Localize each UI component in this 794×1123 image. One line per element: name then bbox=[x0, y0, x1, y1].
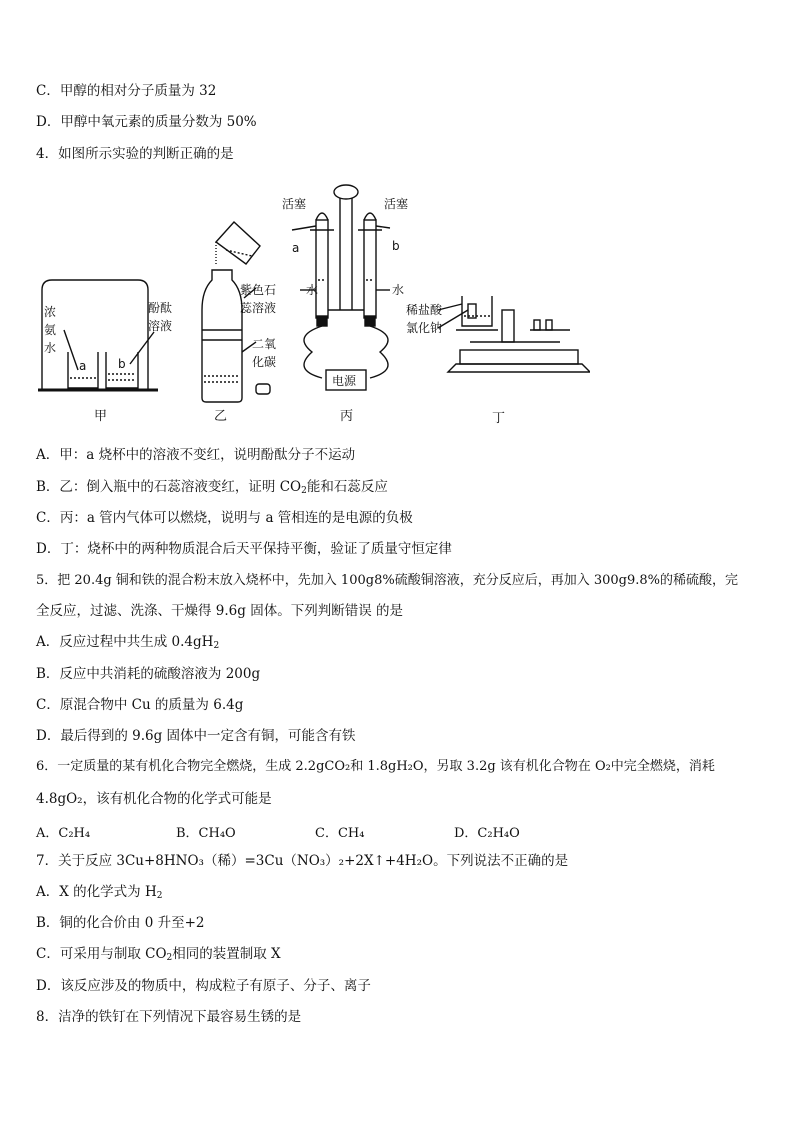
q4b-text-post: 能和石蕊反应 bbox=[306, 479, 388, 495]
caption-yi: 乙 bbox=[214, 409, 228, 424]
caption-jia: 甲 bbox=[94, 409, 108, 424]
q4-option-b bbox=[36, 478, 388, 500]
jia-label-1: 浓 bbox=[44, 305, 57, 319]
jia-label-phenol-2: 溶液 bbox=[148, 319, 173, 333]
q6-option-b: B．CH₄O bbox=[176, 826, 236, 841]
q3-option-c: C．甲醇的相对分子质量为 32 bbox=[36, 83, 217, 99]
jia-beaker-a: a bbox=[79, 359, 87, 373]
q6-stem-line1: 6．一定质量的某有机化合物完全燃烧，生成 2.2gCO₂和 1.8gH₂O，另取 3.2g 该有机化合物在 O₂中完全燃烧，消耗 bbox=[36, 759, 715, 774]
bing-stopcock-left: 活塞 bbox=[282, 197, 307, 211]
q5-option-c: C．原混合物中 Cu 的质量为 6.4g bbox=[36, 697, 244, 713]
q7a-text: A．X 的化学式为 H bbox=[36, 884, 157, 900]
bing-stopcock-right: 活塞 bbox=[384, 197, 409, 211]
caption-ding: 丁 bbox=[492, 411, 506, 426]
q7c-text-post: 相同的装置制取 X bbox=[172, 946, 281, 962]
q7a-subscript: 2 bbox=[156, 891, 163, 901]
q6-stem-line2: 4.8gO₂，该有机化合物的化学式可能是 bbox=[36, 791, 272, 807]
q7c-text-pre: C．可采用与制取 CO bbox=[36, 946, 167, 962]
yi-label-2a: 二氧 bbox=[252, 337, 277, 351]
q3-option-d: D．甲醇中氧元素的质量分数为 50% bbox=[36, 114, 257, 130]
bing-power: 电源 bbox=[332, 374, 357, 388]
bing-tube-a: a bbox=[292, 241, 300, 255]
q4-option-a: A．甲：a 烧杯中的溶液不变红，说明酚酞分子不运动 bbox=[36, 447, 356, 463]
q7c-subscript: 2 bbox=[166, 953, 173, 963]
q7-option-c bbox=[36, 945, 281, 967]
q4b-subscript: 2 bbox=[301, 486, 307, 496]
q4-option-d: D．丁：烧杯中的两种物质混合后天平保持平衡，验证了质量守恒定律 bbox=[36, 541, 452, 557]
bing-water-right: 水 bbox=[392, 283, 405, 297]
q5-stem-line1: 5．把 20.4g 铜和铁的混合粉末放入烧杯中，先加入 100g8%硫酸铜溶液，充分反应后，再加入 300g9.8%的稀硫酸，完 bbox=[36, 573, 738, 588]
q7-stem: 7．关于反应 3Cu+8HNO₃（稀）=3Cu（NO₃）₂+2X↑+4H₂O。下列说法不正确的是 bbox=[36, 853, 569, 869]
q6-option-c: C．CH₄ bbox=[315, 826, 365, 841]
q5a-subscript: 2 bbox=[213, 641, 220, 651]
q5a-text: A．反应过程中共生成 0.4gH bbox=[36, 634, 214, 650]
q5-option-a bbox=[36, 633, 219, 655]
bing-water-left: 水 bbox=[306, 283, 319, 297]
q7-option-b: B．铜的化合价由 0 升至+2 bbox=[36, 915, 205, 931]
experiment-figure bbox=[30, 180, 590, 440]
jia-label-phenol-1: 酚酞 bbox=[148, 301, 173, 315]
q8-stem: 8．洁净的铁钉在下列情况下最容易生锈的是 bbox=[36, 1009, 302, 1025]
yi-label-1b: 蕊溶液 bbox=[240, 301, 277, 315]
q4-stem: 4．如图所示实验的判断正确的是 bbox=[36, 146, 234, 162]
jia-label-2: 氨 bbox=[44, 323, 57, 337]
q5-option-d: D．最后得到的 9.6g 固体中一定含有铜，可能含有铁 bbox=[36, 728, 356, 744]
jia-label-3: 水 bbox=[44, 341, 57, 355]
q5-option-b: B．反应中共消耗的硫酸溶液为 200g bbox=[36, 666, 261, 682]
jia-beaker-b: b bbox=[118, 357, 126, 371]
caption-bing: 丙 bbox=[340, 409, 354, 424]
ding-label-nacl: 氯化钠 bbox=[406, 321, 443, 335]
bing-tube-b: b bbox=[392, 239, 400, 253]
q7-option-a bbox=[36, 883, 162, 905]
yi-label-1a: 紫色石 bbox=[240, 283, 277, 297]
q4-option-c: C．丙：a 管内气体可以燃烧，说明与 a 管相连的是电源的负极 bbox=[36, 510, 413, 526]
q7-option-d: D．该反应涉及的物质中，构成粒子有原子、分子、离子 bbox=[36, 978, 371, 994]
yi-label-2b: 化碳 bbox=[252, 355, 277, 369]
q4b-text-pre: B．乙：倒入瓶中的石蕊溶液变红，证明 CO bbox=[36, 479, 302, 495]
ding-label-hcl: 稀盐酸 bbox=[406, 303, 443, 317]
q5-stem-line2: 全反应，过滤、洗涤、干燥得 9.6g 固体。下列判断错误 的是 bbox=[36, 603, 403, 619]
q6-option-d: D．C₂H₄O bbox=[454, 826, 520, 841]
q6-option-a: A．C₂H₄ bbox=[36, 826, 91, 841]
